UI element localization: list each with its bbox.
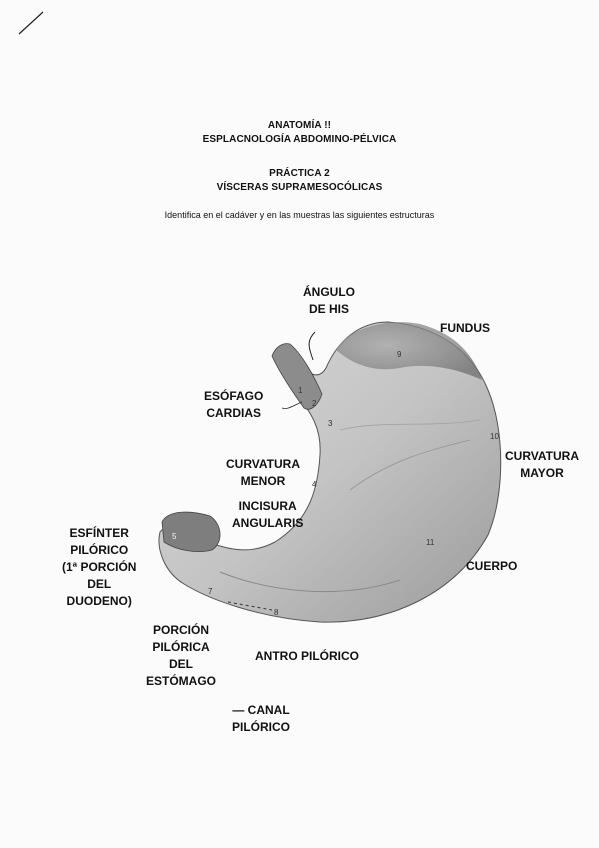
label-curvatura-mayor: CURVATURA MAYOR [505,449,579,480]
course-subject: ESPLACNOLOGÍA ABDOMINO-PÉLVICA [202,134,397,145]
marker-number: 4 [312,480,317,489]
label-incisura-angularis: INCISURA ANGULARIS [232,499,304,530]
stomach-specimen-photo [150,310,540,650]
label-fundus: FUNDUS [440,321,490,335]
marker-number: 7 [208,587,213,596]
marker-number: 1 [298,386,303,395]
label-esofago-cardias: ESÓFAGO CARDIAS [204,389,264,420]
practice-topic: VÍSCERAS SUPRAMESOCÓLICAS [216,182,383,193]
marker-number: 11 [426,538,435,547]
label-porcion-pilorica: PORCIÓN PILÓRICA DEL ESTÓMAGO [146,623,217,688]
course-title: ANATOMÍA !! [267,120,332,131]
instructions-text: Identifica en el cadáver y en las muestras las siguientes estructuras [164,210,435,220]
pylorus-stump [162,512,220,552]
esophagus-pointer-arrow [282,402,302,409]
label-cuerpo: CUERPO [466,559,518,573]
marker-number: 10 [490,432,499,441]
practice-header [0,167,599,195]
label-esfinter-pilorico: ESFÍNTER PILÓRICO (1ª PORCIÓN DEL DUODENO) [62,526,137,608]
label-antro-pilorico: ANTRO PILÓRICO [255,649,359,663]
marker-number: 9 [397,350,402,359]
marker-number: 8 [274,608,279,617]
label-canal-pilorico: — CANAL PILÓRICO [232,703,291,734]
practice-title: PRÁCTICA 2 [269,168,330,179]
marker-number: 3 [328,419,333,428]
marker-number: 5 [172,532,177,541]
pen-stroke-mark [16,8,46,38]
label-curvatura-menor: CURVATURA MENOR [226,457,300,488]
label-angulo-his: ÁNGULO DE HIS [303,285,355,316]
angle-of-his-arrow [309,332,315,360]
marker-number: 2 [312,399,317,408]
course-header [0,119,599,147]
